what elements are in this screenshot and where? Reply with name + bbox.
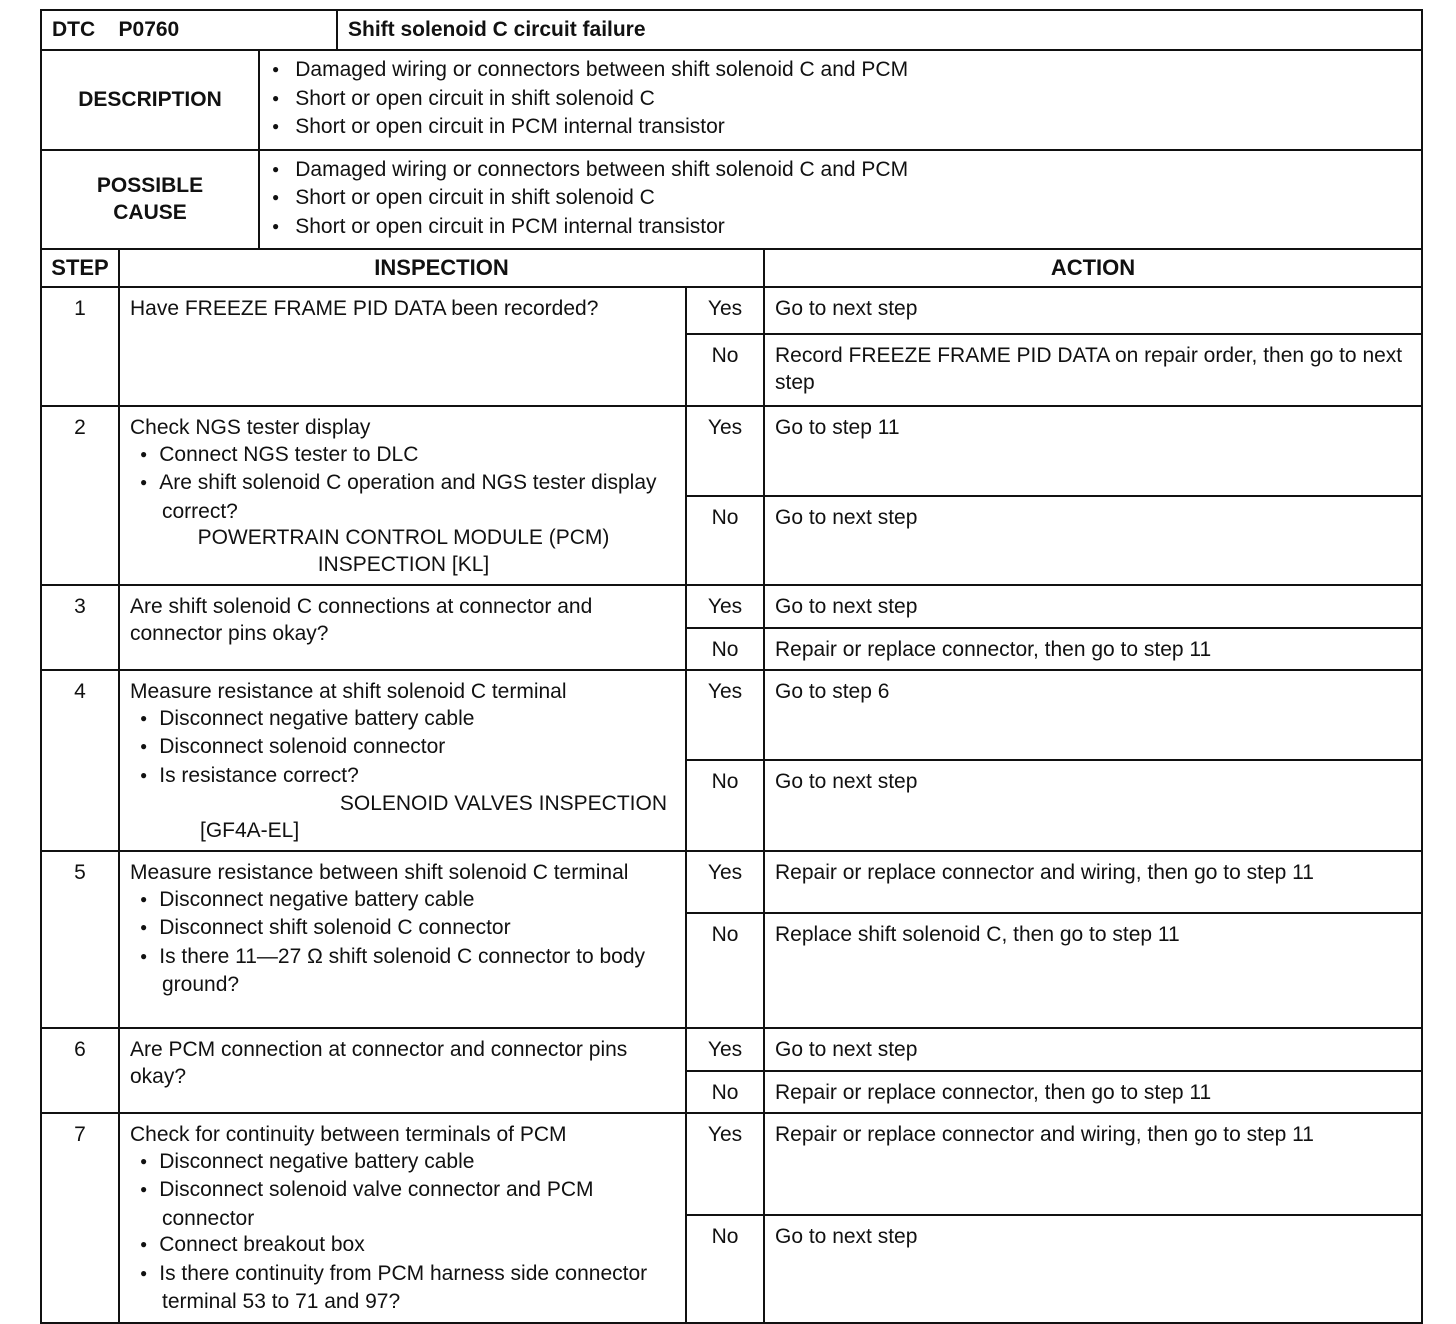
step-inspection: [119, 1113, 686, 1323]
step-bullet: ● Disconnect solenoid connector: [130, 734, 677, 763]
dtc-header-table: [40, 9, 1423, 250]
possible-cause-label-line2: CAUSE: [113, 201, 187, 225]
step-bullet: ● Disconnect shift solenoid C connector: [130, 915, 677, 944]
yes-action: Repair or replace connector and wiring, then go to step 11: [764, 851, 1422, 913]
description-item: ● Short or open circuit in PCM internal transistor: [272, 114, 1421, 143]
step-inspection: [119, 670, 686, 851]
step-column-header: STEP: [41, 249, 119, 287]
inspection-column-header: INSPECTION: [119, 249, 764, 287]
step-inspection: [119, 406, 686, 585]
no-action: Repair or replace connector, then go to step 11: [764, 1071, 1422, 1114]
step-bullet: ● Disconnect negative battery cable: [130, 887, 677, 916]
step-inspection: [119, 1028, 686, 1113]
step-inspection: [119, 585, 686, 670]
no-action: Record FREEZE FRAME PID DATA on repair order, then go to next step: [764, 334, 1422, 406]
reference-link[interactable]: POWERTRAIN CONTROL MODULE (PCM) INSPECTION [KL]: [197, 526, 610, 576]
steps-table: [40, 248, 1423, 1324]
yes-action: Go to next step: [764, 287, 1422, 334]
step-bullet: ● Is there 11—27 Ω shift solenoid C connector to body ground?: [130, 944, 677, 999]
possible-cause-label: [41, 150, 259, 250]
no-label: No: [686, 496, 764, 586]
no-action: Repair or replace connector, then go to step 11: [764, 628, 1422, 671]
step-bullet: ● Is there continuity from PCM harness side connector terminal 53 to 71 and 97?: [130, 1261, 677, 1316]
step-bullet: ● Disconnect negative battery cable: [130, 1149, 677, 1178]
step-number: 2: [41, 406, 119, 585]
step-row: [41, 585, 1422, 628]
reference-link-suffix[interactable]: [GF4A-EL]: [200, 818, 300, 842]
step-row: [41, 851, 1422, 913]
description-content: [259, 50, 1422, 150]
no-action: Go to next step: [764, 760, 1422, 851]
yes-action: Go to next step: [764, 1028, 1422, 1071]
step-inspection: [119, 851, 686, 1028]
step-bullet: ● Connect NGS tester to DLC: [130, 442, 677, 471]
step-text: Have FREEZE FRAME PID DATA been recorded?: [130, 297, 599, 320]
step-bullet: ● Disconnect negative battery cable: [130, 706, 677, 735]
step-row: [41, 287, 1422, 334]
step-text: Are PCM connection at connector and connector pins okay?: [130, 1038, 628, 1088]
possible-cause-item: ● Short or open circuit in PCM internal transistor: [272, 214, 1421, 243]
description-item: ● Damaged wiring or connectors between shift solenoid C and PCM: [272, 57, 1421, 86]
description-item: ● Short or open circuit in shift solenoid C: [272, 86, 1421, 115]
possible-cause-content: [259, 150, 1422, 250]
no-label: No: [686, 1071, 764, 1114]
step-number: 1: [41, 287, 119, 406]
step-row: [41, 1028, 1422, 1071]
possible-cause-item: ● Damaged wiring or connectors between shift solenoid C and PCM: [272, 157, 1421, 186]
yes-label: Yes: [686, 1113, 764, 1215]
yes-action: Go to step 11: [764, 406, 1422, 496]
step-number: 5: [41, 851, 119, 1028]
no-action: Replace shift solenoid C, then go to step 11: [764, 913, 1422, 1028]
action-column-header: ACTION: [764, 249, 1422, 287]
no-label: No: [686, 628, 764, 671]
step-text: Check for continuity between terminals of PCM: [130, 1123, 567, 1146]
step-text: Measure resistance at shift solenoid C terminal: [130, 680, 567, 703]
no-label: No: [686, 760, 764, 851]
no-label: No: [686, 1215, 764, 1323]
step-row: [41, 670, 1422, 760]
dtc-title: Shift solenoid C circuit failure: [337, 10, 1422, 50]
dtc-code-cell: [41, 10, 337, 50]
step-row: [41, 1113, 1422, 1215]
reference-link[interactable]: SOLENOID VALVES INSPECTION: [339, 792, 667, 815]
dtc-label: DTC: [52, 18, 96, 41]
step-number: 3: [41, 585, 119, 670]
dtc-procedure-table: [40, 9, 1423, 1324]
step-text: Measure resistance between shift solenoid C terminal: [130, 861, 629, 884]
no-action: Go to next step: [764, 1215, 1422, 1323]
no-action: Go to next step: [764, 496, 1422, 586]
step-number: 4: [41, 670, 119, 851]
yes-action: Go to next step: [764, 585, 1422, 628]
step-number: 6: [41, 1028, 119, 1113]
step-inspection: [119, 287, 686, 406]
step-text: Are shift solenoid C connections at connector and connector pins okay?: [130, 595, 593, 645]
possible-cause-item: ● Short or open circuit in shift solenoid C: [272, 185, 1421, 214]
yes-label: Yes: [686, 585, 764, 628]
step-number: 7: [41, 1113, 119, 1323]
step-bullet: ● Are shift solenoid C operation and NGS tester display correct?: [130, 470, 677, 525]
step-bullet: ● Disconnect solenoid valve connector and PCM connector: [130, 1177, 677, 1232]
yes-action: Go to step 6: [764, 670, 1422, 760]
step-row: [41, 406, 1422, 496]
yes-label: Yes: [686, 287, 764, 334]
no-label: No: [686, 913, 764, 1028]
yes-label: Yes: [686, 670, 764, 760]
description-label: DESCRIPTION: [41, 50, 259, 150]
yes-label: Yes: [686, 1028, 764, 1071]
step-text: Check NGS tester display: [130, 416, 371, 439]
dtc-code: P0760: [118, 18, 180, 41]
step-bullet: ● Connect breakout box: [130, 1232, 677, 1261]
yes-action: Repair or replace connector and wiring, then go to step 11: [764, 1113, 1422, 1215]
no-label: No: [686, 334, 764, 406]
possible-cause-label-line1: POSSIBLE: [96, 174, 204, 198]
yes-label: Yes: [686, 851, 764, 913]
yes-label: Yes: [686, 406, 764, 496]
step-bullet: ● Is resistance correct?: [130, 763, 677, 792]
